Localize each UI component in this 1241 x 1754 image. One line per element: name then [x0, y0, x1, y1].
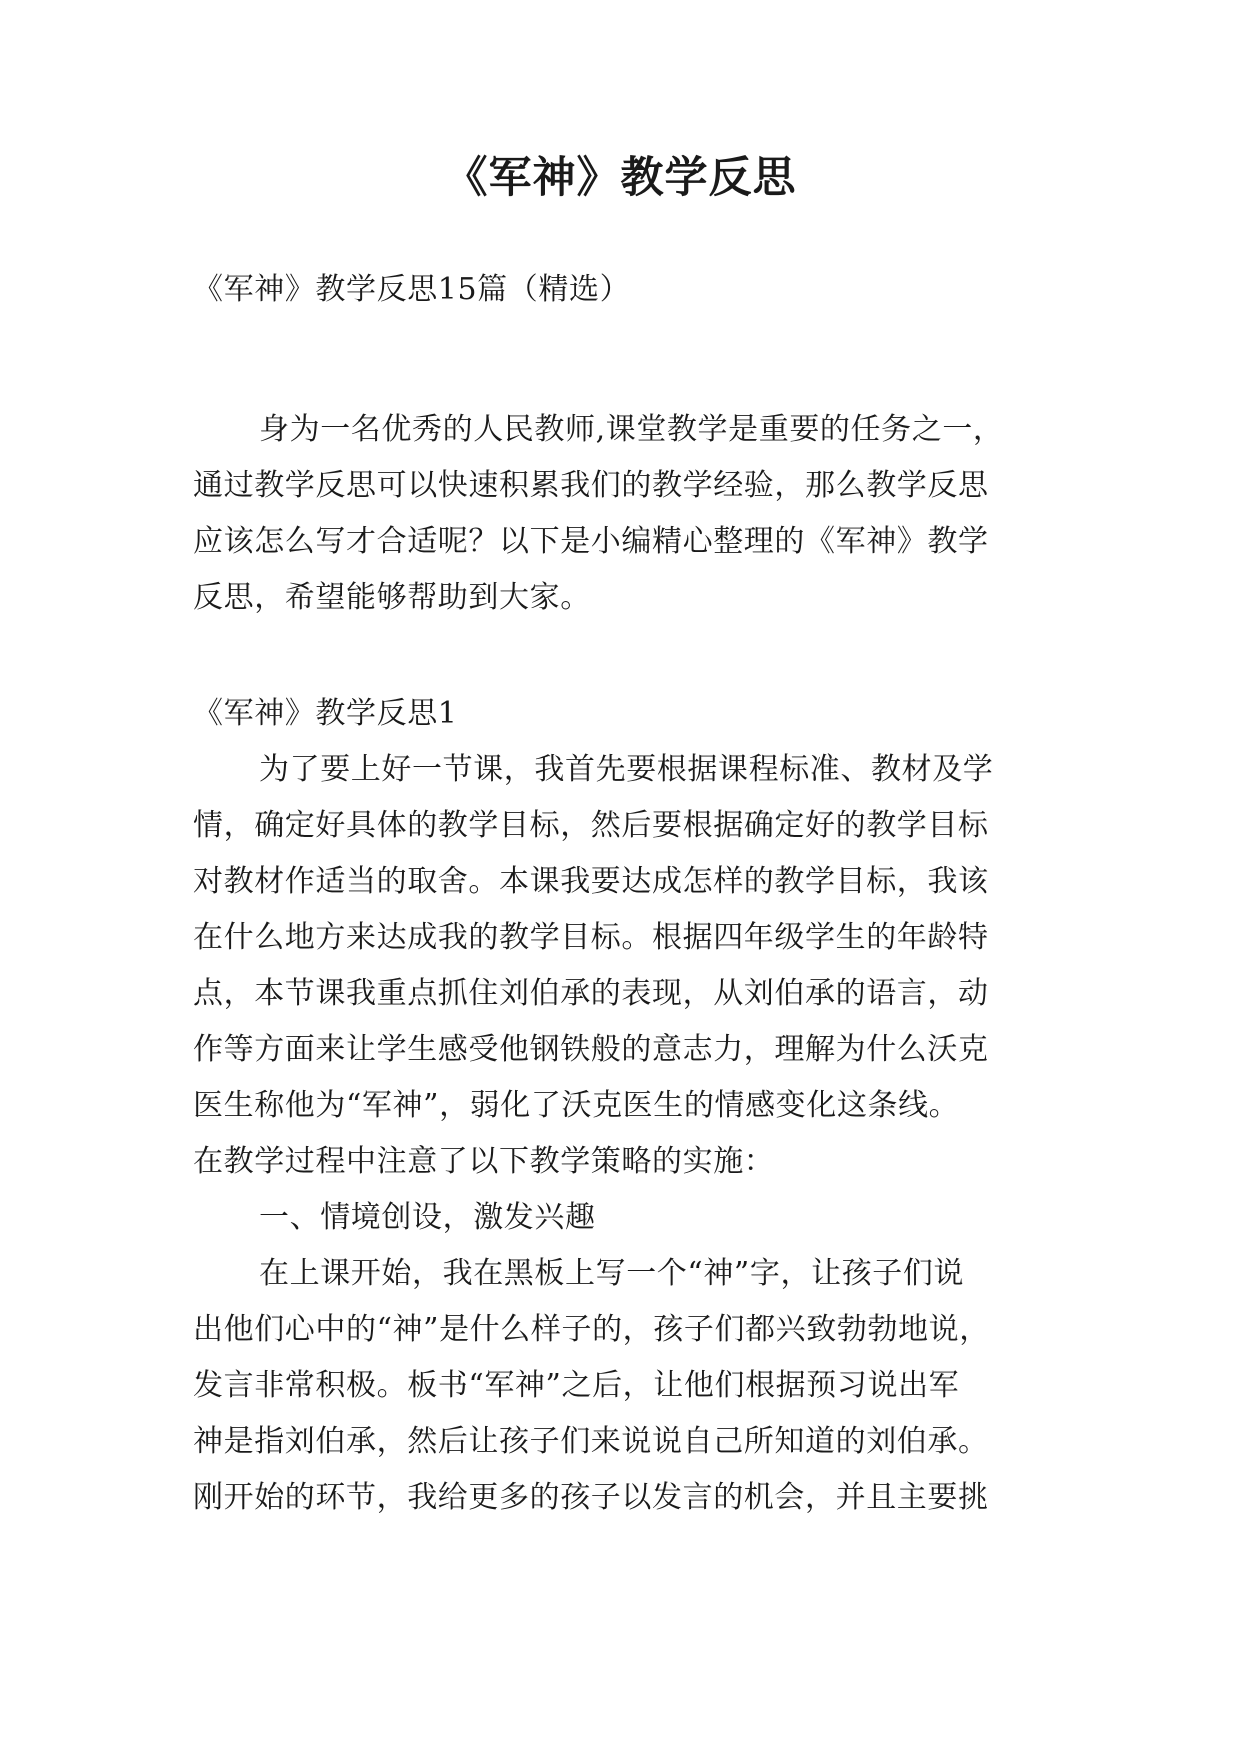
- spacer: [193, 318, 1093, 402]
- section-heading: 《军神》教学反思1: [193, 696, 458, 731]
- paragraph-line: 在教学过程中注意了以下教学策略的实施：: [193, 1144, 775, 1179]
- intro-paragraph: [193, 402, 1093, 626]
- paragraph-line: 为了要上好一节课，我首先要根据课程标准、教材及学: [259, 752, 994, 787]
- body-paragraph: [193, 1246, 1093, 1526]
- paragraph-line: 在什么地方来达成我的教学目标。根据四年级学生的年龄特: [193, 920, 989, 955]
- paragraph-line: 发言非常积极。板书“军神”之后，让他们根据预习说出军: [193, 1368, 960, 1403]
- document-title: 《军神》教学反思: [444, 153, 797, 203]
- paragraph-line: 情，确定好具体的教学目标，然后要根据确定好的教学目标: [193, 808, 989, 843]
- subheading: 一、情境创设，激发兴趣: [259, 1200, 596, 1235]
- document-body: [193, 262, 1093, 1526]
- paragraph-line: 应该怎么写才合适呢？以下是小编精心整理的《军神》教学: [193, 524, 989, 559]
- paragraph-line: 神是指刘伯承，然后让孩子们来说说自己所知道的刘伯承。: [193, 1424, 989, 1459]
- spacer: [193, 626, 1093, 686]
- paragraph-line: 医生称他为“军神”，弱化了沃克医生的情感变化这条线。: [193, 1088, 960, 1123]
- body-paragraph: [193, 742, 1093, 1190]
- paragraph-line: 刚开始的环节，我给更多的孩子以发言的机会，并且主要挑: [193, 1480, 989, 1515]
- paragraph-line: 反思，希望能够帮助到大家。: [193, 580, 591, 615]
- paragraph-line: 作等方面来让学生感受他钢铁般的意志力，理解为什么沃克: [193, 1032, 989, 1067]
- paragraph-line: 点，本节课我重点抓住刘伯承的表现，从刘伯承的语言，动: [193, 976, 989, 1011]
- paragraph-line: 身为一名优秀的人民教师,课堂教学是重要的任务之一，: [259, 412, 1004, 447]
- document-subtitle: 《军神》教学反思15篇（精选）: [193, 272, 631, 307]
- paragraph-line: 在上课开始，我在黑板上写一个“神”字，让孩子们说: [259, 1256, 965, 1291]
- paragraph-line: 出他们心中的“神”是什么样子的，孩子们都兴致勃勃地说，: [193, 1312, 990, 1347]
- paragraph-line: 通过教学反思可以快速积累我们的教学经验，那么教学反思: [193, 468, 989, 503]
- paragraph-line: 对教材作适当的取舍。本课我要达成怎样的教学目标，我该: [193, 864, 989, 899]
